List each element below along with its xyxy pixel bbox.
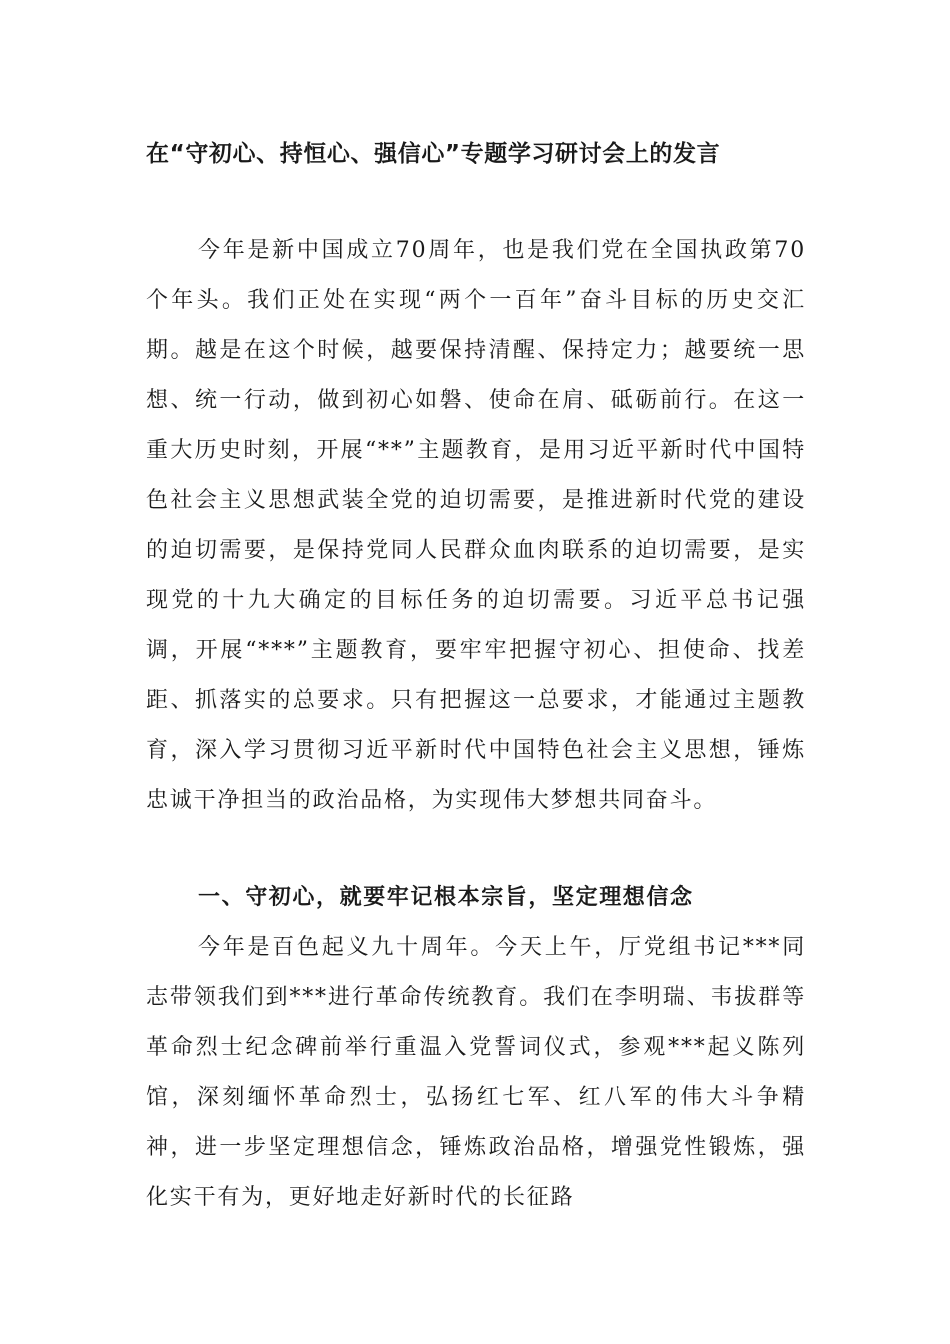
document-title: 在“守初心、持恒心、强信心”专题学习研讨会上的发言 <box>146 141 721 167</box>
intro-paragraph: 今年是新中国成立70周年，也是我们党在全国执政第70个年头。我们正处在实现“两个一百年”奋斗目标的历史交汇期。越是在这个时候，越要保持清醒、保持定力；越要统一思想、统一行动，做到初心如磐、使命在肩、砥砺前行。在这一重大历史时刻，开展“**”主题教育，是用习近平新时代中国特色社会主义思想武装全党的迫切需要，是推进新时代党的建设的迫切需要，是保持党同人民群众血肉联系的迫切需要，是实现党的十九大确定的目标任务的迫切需要。习近平总书记强调，开展“***”主题教育，要牢牢把握守初心、担使命、找差距、抓落实的总要求。只有把握这一总要求，才能通过主题教育，深入学习贯彻习近平新时代中国特色社会主义思想，锤炼忠诚干净担当的政治品格，为实现伟大梦想共同奋斗。 <box>146 238 806 813</box>
section-paragraph: 今年是百色起义九十周年。今天上午，厅党组书记***同志带领我们到***进行革命传统教育。我们在李明瑞、韦拔群等革命烈士纪念碑前举行重温入党誓词仪式，参观***起义陈列馆，深刻缅怀革命烈士，弘扬红七军、红八军的伟大斗争精神，进一步坚定理想信念，锤炼政治品格，增强党性锻炼，强化实干有为，更好地走好新时代的长征路 <box>146 935 806 1210</box>
section-heading: 一、守初心，就要牢记根本宗旨，坚定理想信念 <box>198 885 694 910</box>
